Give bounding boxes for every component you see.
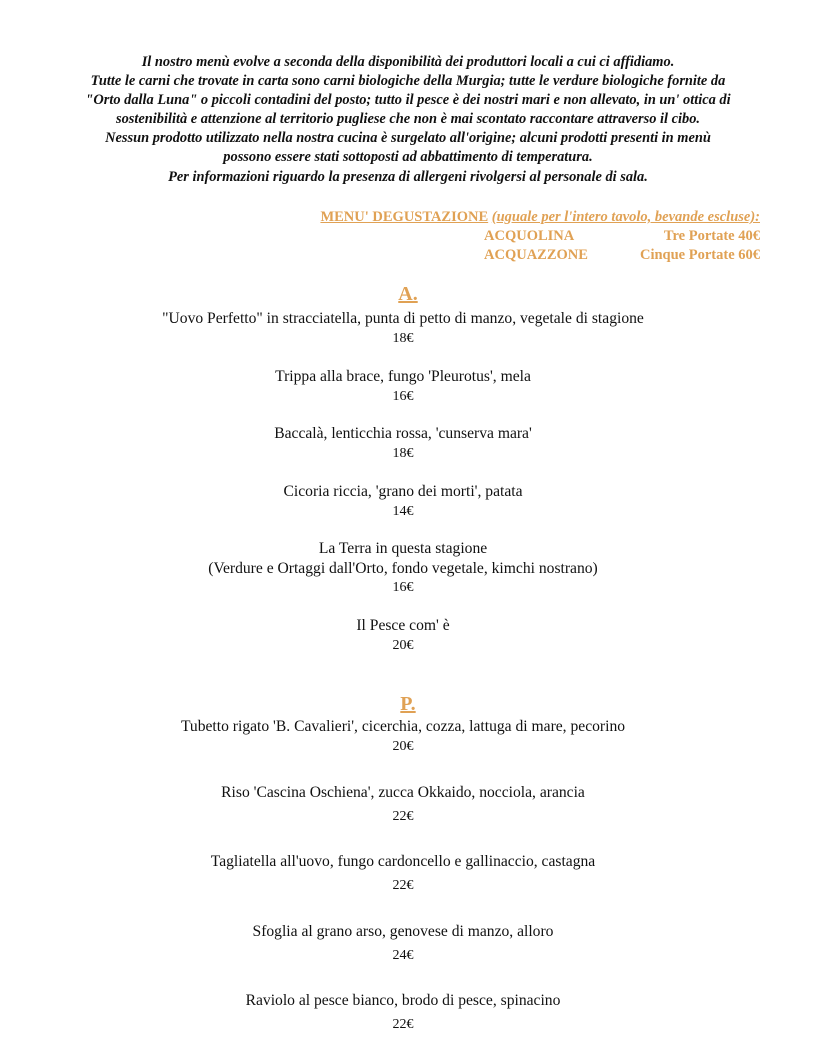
tasting-option-name: ACQUAZZONE xyxy=(484,247,588,263)
dish-item xyxy=(0,991,806,1034)
dish-price: 18€ xyxy=(392,445,414,461)
dish-name: Cicoria riccia, 'grano dei morti', patata xyxy=(283,483,523,500)
intro-line: Tutte le carni che trovate in carta sono carni biologiche della Murgia; tutte le verdure biologiche fornite da xyxy=(90,73,726,90)
dish-item xyxy=(0,482,806,521)
dish-name: La Terra in questa stagione xyxy=(318,540,488,557)
tasting-option-name: ACQUOLINA xyxy=(484,228,575,244)
dish-price: 16€ xyxy=(392,580,414,595)
dish-item xyxy=(0,309,806,348)
dish-item xyxy=(0,424,806,463)
dish-name: Tagliatella all'uovo, fungo cardoncello e gallinaccio, castagna xyxy=(210,853,596,870)
dish-name: Trippa alla brace, fungo 'Pleurotus', mela xyxy=(275,368,531,385)
dish-name: Tubetto rigato 'B. Cavalieri', cicerchia, cozza, lattuga di mare, pecorino xyxy=(180,718,626,735)
dish-name: "Uovo Perfetto" in stracciatella, punta di petto di manzo, vegetale di stagione xyxy=(162,310,644,327)
section-heading-a: A. xyxy=(398,283,418,305)
dish-price: 22€ xyxy=(392,808,414,824)
intro-line: possono essere stati sottoposti ad abbattimento di temperatura. xyxy=(223,149,593,166)
tasting-option-desc: Cinque Portate 60€ xyxy=(639,247,760,263)
intro-line: Il nostro menù evolve a seconda della disponibilità dei produttori locali a cui ci affidiamo. xyxy=(141,54,675,70)
tasting-menu-title: MENU' DEGUSTAZIONE xyxy=(320,209,489,225)
dish-name: Sfoglia al grano arso, genovese di manzo, alloro xyxy=(252,923,554,940)
dish-name: Baccalà, lenticchia rossa, 'cunserva mara' xyxy=(274,425,532,442)
intro-line: sostenibilità e attenzione al territorio pugliese che non è mai scontato raccontare attraverso il cibo. xyxy=(115,111,701,128)
dish-name: Il Pesce com' è xyxy=(356,617,450,634)
dish-subtitle: (Verdure e Ortaggi dall'Orto, fondo vegetale, kimchi nostrano) xyxy=(208,559,598,577)
dish-item xyxy=(0,367,806,406)
dish-item xyxy=(0,717,806,756)
dish-price: 20€ xyxy=(392,637,414,653)
tasting-menu-heading xyxy=(290,208,760,227)
dish-price: 20€ xyxy=(392,738,414,754)
tasting-menu-note: (uguale per l'intero tavolo, bevande escluse): xyxy=(491,209,760,225)
intro-line: "Orto dalla Luna" o piccoli contadini del posto; tutto il pesce è dei nostri mari e non allevato, in un' ottica di xyxy=(85,92,731,109)
dish-name: Raviolo al pesce bianco, brodo di pesce, spinacino xyxy=(245,992,561,1009)
dish-price: 18€ xyxy=(392,330,414,346)
dish-price: 24€ xyxy=(392,947,414,963)
intro-line: Per informazioni riguardo la presenza di allergeni rivolgersi al personale di sala. xyxy=(168,168,648,185)
intro-line: Nessun prodotto utilizzato nella nostra cucina è surgelato all'origine; alcuni prodotti presenti in menù xyxy=(105,130,711,147)
tasting-option xyxy=(290,227,760,246)
dish-name: Riso 'Cascina Oschiena', zucca Okkaido, nocciola, arancia xyxy=(221,784,585,801)
section-heading-p: P. xyxy=(400,693,416,715)
dish-item xyxy=(0,616,806,655)
tasting-option xyxy=(290,246,760,265)
dish-price: 16€ xyxy=(392,388,414,404)
tasting-menu-block xyxy=(290,208,760,265)
tasting-option-desc: Tre Portate 40€ xyxy=(663,228,760,244)
intro-paragraph xyxy=(40,53,776,187)
dish-price: 14€ xyxy=(392,503,414,519)
dish-item xyxy=(0,922,806,965)
dish-item xyxy=(0,783,806,826)
dish-price: 22€ xyxy=(392,877,414,893)
dish-price: 22€ xyxy=(392,1016,414,1032)
dish-item xyxy=(0,539,806,598)
dish-item xyxy=(0,852,806,895)
